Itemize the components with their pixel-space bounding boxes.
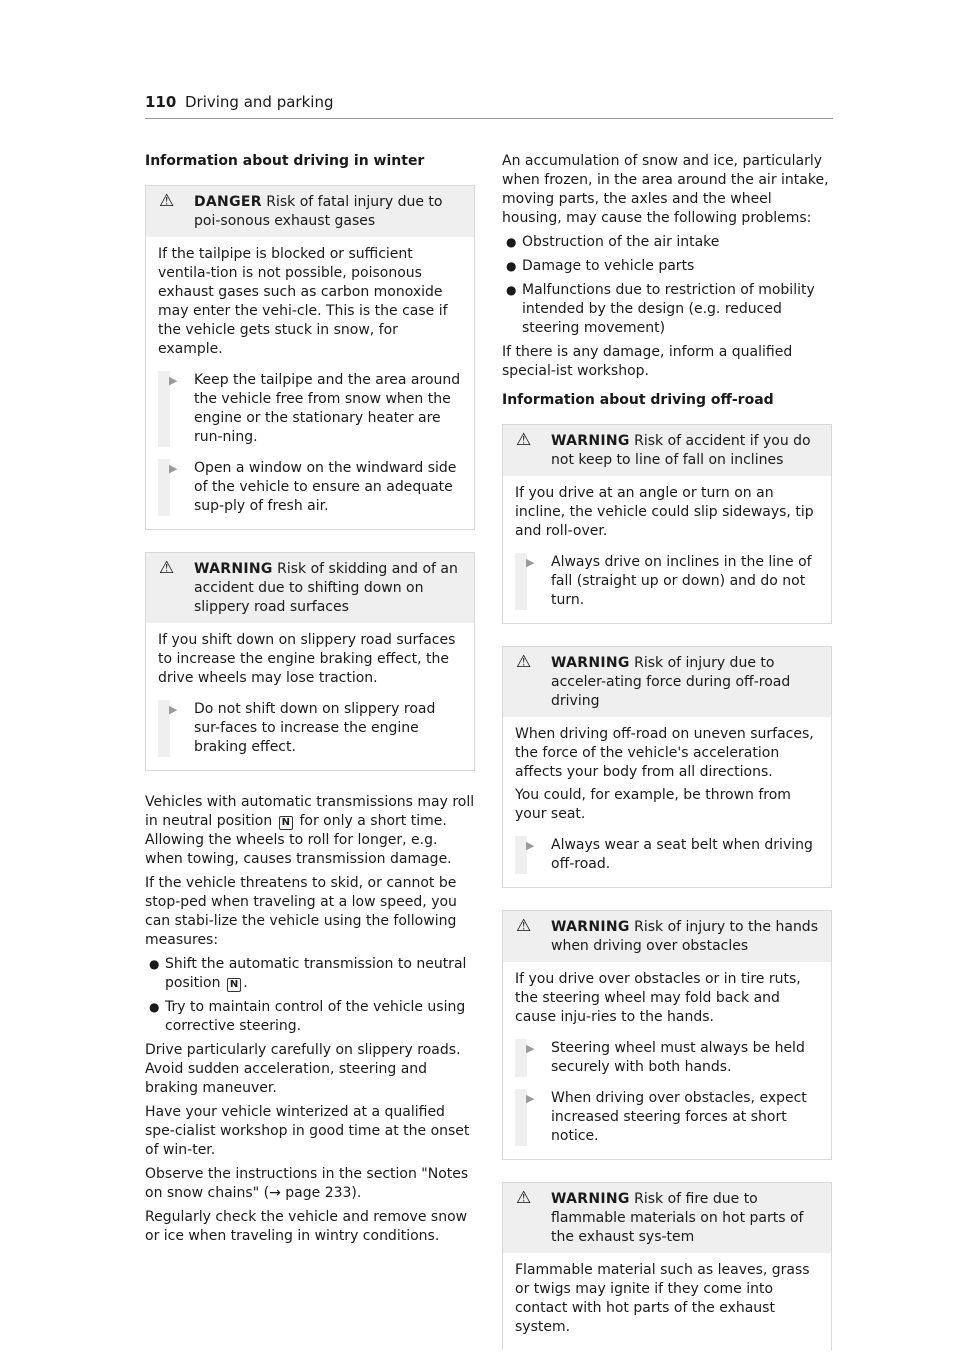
instruction-step [158,459,462,516]
section-title: Driving and parking [185,93,334,111]
step-text: Do not shift down on slippery road sur-faces to increase the engine braking effect. [194,701,436,755]
list-item: ● Try to maintain control of the vehicle using corrective steering. [149,999,466,1034]
warning-box-hands [502,910,832,1160]
warning-headline: Risk of injury due to acceler-ating force during off-road driving [551,655,791,709]
warning-body [146,623,474,770]
signal-word: WARNING [551,433,630,449]
page-reference-link[interactable]: page 233). [280,1185,362,1201]
step-arrow-icon: ▶ [526,1042,535,1055]
warning-text: If you drive at an angle or turn on an incline, the vehicle could slip sideways, tip and roll-over. [515,485,814,539]
warning-triangle-icon: ⚠ [159,558,175,578]
instruction-step [158,700,462,757]
warning-triangle-icon: ⚠ [516,652,532,672]
step-text: Always wear a seat belt when driving off-road. [551,837,813,872]
step-arrow-icon: ▶ [526,556,535,569]
paragraph: Vehicles with automatic transmissions may roll in neutral position N for only a short time. Allowing the wheels to roll for longer, e.g. when towing, causes transmission damage. [145,794,475,867]
measures-list [145,955,475,1036]
list-item: ● Obstruction of the air intake [506,234,720,250]
danger-body [146,237,474,529]
step-arrow-icon: ▶ [526,1092,535,1105]
warning-body [503,717,831,887]
warning-headline: Risk of skidding and of an accident due to shifting down on slippery road surfaces [194,561,458,615]
page-reference-arrow-icon: → [269,1185,281,1201]
step-text: When driving over obstacles, expect increased steering forces at short notice. [551,1090,807,1144]
neutral-key-icon: N [227,978,241,992]
danger-text: If the tailpipe is blocked or sufficient ventila-tion is not possible, poisonous exhaust gases such as carbon monoxide may enter the vehi-cle. This is the case if the vehicle gets stuck in snow, for example. [158,246,448,357]
problems-list [502,233,832,338]
warning-header [503,1183,831,1253]
instruction-step [515,553,819,610]
danger-box [145,185,475,530]
signal-word: DANGER [194,194,262,210]
signal-word: WARNING [551,655,630,671]
warning-body [503,476,831,623]
warning-header [503,647,831,717]
instruction-step [158,371,462,447]
warning-text: If you shift down on slippery road surfaces to increase the engine braking effect, the drive wheels may lose traction. [158,632,456,686]
warning-text: If you drive over obstacles or in tire ruts, the steering wheel may fold back and cause inju-ries to the hands. [515,971,801,1025]
warning-triangle-icon: ⚠ [516,916,532,936]
warning-body [503,962,831,1159]
warning-triangle-icon: ⚠ [516,430,532,450]
paragraph: Observe the instructions in the section "Notes on snow chains" (→ page 233). [145,1166,469,1201]
warning-text: You could, for example, be thrown from your seat. [515,787,791,822]
right-column [502,152,832,1372]
paragraph: If there is any damage, inform a qualified special-ist workshop. [502,344,793,379]
step-arrow-icon: ▶ [169,462,178,475]
warning-headline: Risk of accident if you do not keep to line of fall on inclines [551,433,811,468]
warning-text: Flammable material such as leaves, grass or twigs may ignite if they come into contact with hot parts of the exhaust system. [515,1262,810,1335]
step-text: Always drive on inclines in the line of fall (straight up or down) and do not turn. [551,554,812,608]
step-text: Steering wheel must always be held securely with both hands. [551,1040,805,1075]
warning-triangle-icon: ⚠ [159,191,175,211]
page-number: 110 [145,93,177,111]
step-arrow-icon: ▶ [169,703,178,716]
warning-header [146,553,474,623]
warning-box-skidding [145,552,475,771]
danger-header [146,186,474,237]
warning-box-fire [502,1182,832,1350]
warning-box-acceleration [502,646,832,888]
paragraph: An accumulation of snow and ice, particularly when frozen, in the area around the air intake, moving parts, the axles and the wheel housing, may cause the following problems: [502,153,829,226]
instruction-step [515,1089,819,1146]
paragraph: Have your vehicle winterized at a qualified spe-cialist workshop in good time at the onset of win-ter. [145,1104,470,1158]
paragraph: Drive particularly carefully on slippery roads. Avoid sudden acceleration, steering and braking maneuver. [145,1042,461,1096]
page-header [145,92,833,119]
warning-header [503,425,831,476]
warning-headline: Risk of fire due to flammable materials on hot parts of the exhaust sys-tem [551,1191,804,1245]
list-item: ● Shift the automatic transmission to neutral position N . [149,956,467,991]
signal-word: WARNING [551,919,630,935]
paragraph: If the vehicle threatens to skid, or cannot be stop-ped when traveling at a low speed, you can stabi-lize the vehicle using the following measures: [145,875,457,948]
winter-heading: Information about driving in winter [145,153,425,169]
list-item: ● Malfunctions due to restriction of mobility intended by the design (e.g. reduced steering movement) [506,282,815,336]
warning-box-incline [502,424,832,624]
signal-word: WARNING [551,1191,630,1207]
instruction-step [515,836,819,874]
neutral-key-icon: N [279,816,293,830]
offroad-heading: Information about driving off-road [502,392,774,408]
warning-triangle-icon: ⚠ [516,1188,532,1208]
step-arrow-icon: ▶ [526,839,535,852]
danger-headline: Risk of fatal injury due to poi-sonous exhaust gases [194,194,443,229]
step-text: Open a window on the windward side of the vehicle to ensure an adequate sup-ply of fresh air. [194,460,457,514]
warning-headline: Risk of injury to the hands when driving over obstacles [551,919,818,954]
signal-word: WARNING [194,561,273,577]
paragraph: Regularly check the vehicle and remove snow or ice when traveling in wintry conditions. [145,1209,468,1244]
warning-text: When driving off-road on uneven surfaces, the force of the vehicle's acceleration affects your body from all directions. [515,726,814,780]
left-column [145,152,475,1251]
step-arrow-icon: ▶ [169,374,178,387]
list-item: ● Damage to vehicle parts [506,258,695,274]
step-text: Keep the tailpipe and the area around the vehicle free from snow when the engine or the stationary heater are run-ning. [194,372,461,445]
warning-header [503,911,831,962]
instruction-step [515,1039,819,1077]
